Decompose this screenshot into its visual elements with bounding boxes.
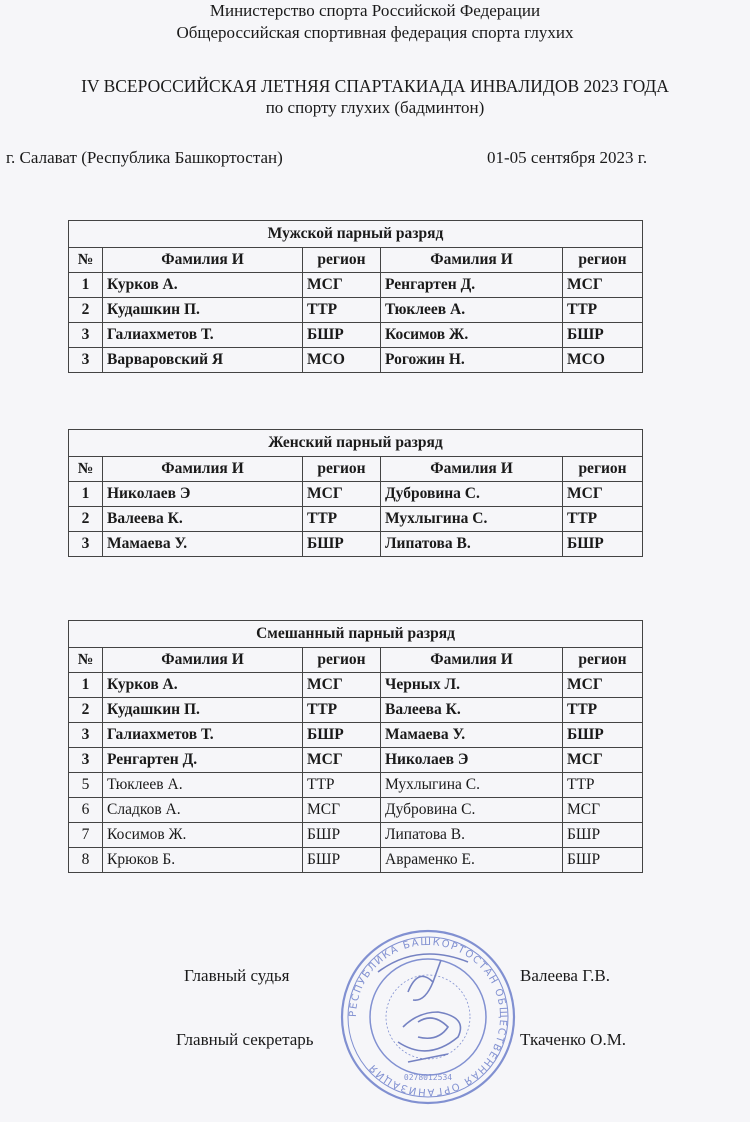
table-row <box>69 748 643 773</box>
place-cell: 2 <box>69 507 103 532</box>
player-cell: Варваровский Я <box>103 348 303 373</box>
region-cell: БШР <box>563 848 643 873</box>
place-cell: 8 <box>69 848 103 873</box>
player-cell: Дубровина С. <box>381 482 563 507</box>
region-cell: МСГ <box>563 748 643 773</box>
region-cell: МСО <box>303 348 381 373</box>
region-cell: ТТР <box>563 298 643 323</box>
document-subtitle: по спорту глухих (бадминтон) <box>265 98 485 117</box>
region-cell: МСГ <box>563 673 643 698</box>
place-cell: 2 <box>69 698 103 723</box>
player-cell: Мухлыгина С. <box>381 507 563 532</box>
player-cell: Ренгартен Д. <box>381 273 563 298</box>
player-cell: Тюклеев А. <box>103 773 303 798</box>
region-cell: ТТР <box>563 698 643 723</box>
place-cell: 5 <box>69 773 103 798</box>
table-row <box>69 323 643 348</box>
col-header-name-1: Фамилия И <box>103 457 303 482</box>
col-header-region-2: регион <box>563 248 643 273</box>
event-place: г. Салават (Республика Башкортостан) <box>6 148 283 167</box>
table-row <box>69 348 643 373</box>
player-cell: Галиахметов Т. <box>103 723 303 748</box>
region-cell: МСГ <box>303 273 381 298</box>
table-row <box>69 723 643 748</box>
region-cell: ТТР <box>563 773 643 798</box>
table-header-row <box>69 457 643 482</box>
secretary-role: Главный секретарь <box>176 1030 314 1049</box>
col-header-name-1: Фамилия И <box>103 248 303 273</box>
judge-name: Валеева Г.В. <box>520 966 610 985</box>
region-cell: БШР <box>303 532 381 557</box>
player-cell: Дубровина С. <box>381 798 563 823</box>
region-cell: БШР <box>563 323 643 348</box>
col-header-name-2: Фамилия И <box>381 457 563 482</box>
judge-role: Главный судья <box>184 966 290 985</box>
region-cell: МСО <box>563 348 643 373</box>
place-cell: 3 <box>69 532 103 557</box>
table-row <box>69 507 643 532</box>
table-row <box>69 273 643 298</box>
place-cell: 1 <box>69 482 103 507</box>
table-row <box>69 482 643 507</box>
col-header-name-1: Фамилия И <box>103 648 303 673</box>
region-cell: МСГ <box>303 673 381 698</box>
event-dates: 01-05 сентября 2023 г. <box>487 148 648 167</box>
table-header-row <box>69 648 643 673</box>
region-cell: БШР <box>563 532 643 557</box>
col-header-number: № <box>69 248 103 273</box>
player-cell: Рогожин Н. <box>381 348 563 373</box>
table-header-row <box>69 248 643 273</box>
region-cell: БШР <box>303 723 381 748</box>
region-cell: МСГ <box>563 273 643 298</box>
secretary-name: Ткаченко О.М. <box>520 1030 627 1049</box>
region-cell: ТТР <box>303 507 381 532</box>
player-cell: Тюклеев А. <box>381 298 563 323</box>
player-cell: Курков А. <box>103 273 303 298</box>
place-cell: 1 <box>69 273 103 298</box>
col-header-region-1: регион <box>303 457 381 482</box>
table-caption: Женский парный разряд <box>69 430 643 457</box>
region-cell: МСГ <box>563 798 643 823</box>
col-header-name-2: Фамилия И <box>381 648 563 673</box>
place-cell: 3 <box>69 748 103 773</box>
region-cell: БШР <box>303 323 381 348</box>
player-cell: Косимов Ж. <box>381 323 563 348</box>
region-cell: МСГ <box>303 798 381 823</box>
ministry-name: Министерство спорта Российской Федерации <box>209 1 541 20</box>
results-table-men-doubles <box>68 220 643 373</box>
player-cell: Кудашкин П. <box>103 298 303 323</box>
player-cell: Мамаева У. <box>103 532 303 557</box>
table-row <box>69 298 643 323</box>
col-header-number: № <box>69 457 103 482</box>
player-cell: Косимов Ж. <box>103 823 303 848</box>
federation-name: Общероссийская спортивная федерация спорта глухих <box>176 23 574 42</box>
table-row <box>69 848 643 873</box>
place-cell: 3 <box>69 323 103 348</box>
svg-text:РЕСПУБЛИКА БАШКОРТОСТАН ОБЩЕСТ: РЕСПУБЛИКА БАШКОРТОСТАН ОБЩЕСТВЕННАЯ ОРГАНИЗАЦИЯ <box>347 936 509 1098</box>
place-cell: 2 <box>69 298 103 323</box>
table-row <box>69 532 643 557</box>
table-row <box>69 798 643 823</box>
player-cell: Сладков А. <box>103 798 303 823</box>
region-cell: МСГ <box>303 482 381 507</box>
results-table-mixed-doubles <box>68 620 643 873</box>
player-cell: Мухлыгина С. <box>381 773 563 798</box>
player-cell: Авраменко Е. <box>381 848 563 873</box>
place-cell: 6 <box>69 798 103 823</box>
table-row <box>69 698 643 723</box>
official-stamp-icon <box>338 922 518 1112</box>
place-cell: 3 <box>69 348 103 373</box>
region-cell: БШР <box>303 823 381 848</box>
region-cell: ТТР <box>563 507 643 532</box>
place-cell: 1 <box>69 673 103 698</box>
player-cell: Липатова В. <box>381 823 563 848</box>
region-cell: ТТР <box>303 698 381 723</box>
player-cell: Мамаева У. <box>381 723 563 748</box>
col-header-number: № <box>69 648 103 673</box>
col-header-region-1: регион <box>303 648 381 673</box>
player-cell: Кудашкин П. <box>103 698 303 723</box>
region-cell: ТТР <box>303 773 381 798</box>
col-header-region-2: регион <box>563 457 643 482</box>
player-cell: Галиахметов Т. <box>103 323 303 348</box>
place-cell: 3 <box>69 723 103 748</box>
svg-text:0278012534: 0278012534 <box>403 1073 453 1082</box>
player-cell: Черных Л. <box>381 673 563 698</box>
region-cell: МСГ <box>303 748 381 773</box>
region-cell: БШР <box>563 723 643 748</box>
table-row <box>69 773 643 798</box>
table-caption: Смешанный парный разряд <box>69 621 643 648</box>
document-title: IV ВСЕРОССИЙСКАЯ ЛЕТНЯЯ СПАРТАКИАДА ИНВАЛИДОВ 2023 ГОДА <box>81 76 669 96</box>
table-row <box>69 673 643 698</box>
col-header-region-2: регион <box>563 648 643 673</box>
player-cell: Ренгартен Д. <box>103 748 303 773</box>
table-row <box>69 823 643 848</box>
player-cell: Валеева К. <box>103 507 303 532</box>
place-cell: 7 <box>69 823 103 848</box>
player-cell: Липатова В. <box>381 532 563 557</box>
region-cell: БШР <box>303 848 381 873</box>
region-cell: ТТР <box>303 298 381 323</box>
player-cell: Валеева К. <box>381 698 563 723</box>
region-cell: МСГ <box>563 482 643 507</box>
results-table-women-doubles <box>68 429 643 557</box>
player-cell: Крюков Б. <box>103 848 303 873</box>
col-header-region-1: регион <box>303 248 381 273</box>
table-caption: Мужской парный разряд <box>69 221 643 248</box>
player-cell: Курков А. <box>103 673 303 698</box>
region-cell: БШР <box>563 823 643 848</box>
player-cell: Николаев Э <box>381 748 563 773</box>
player-cell: Николаев Э <box>103 482 303 507</box>
col-header-name-2: Фамилия И <box>381 248 563 273</box>
